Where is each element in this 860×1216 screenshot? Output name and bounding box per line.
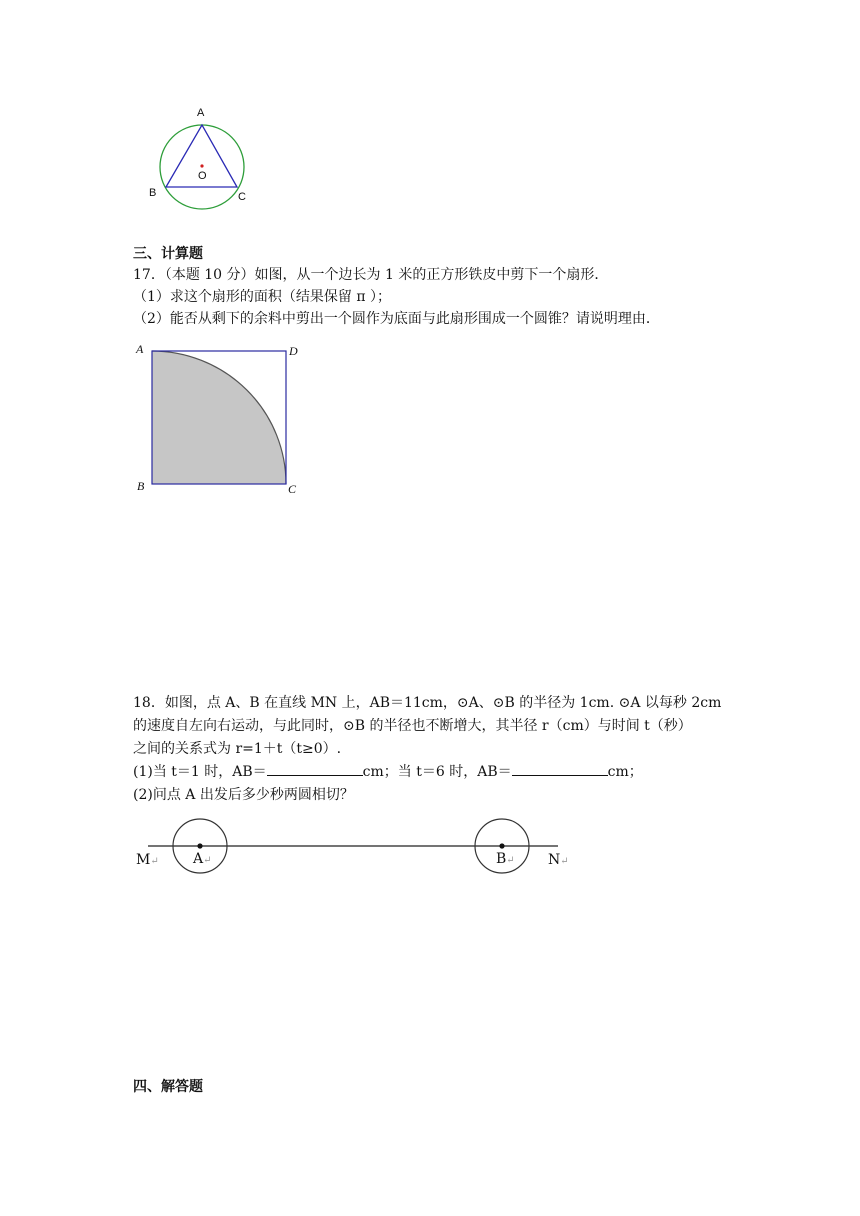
label-a: A xyxy=(136,342,144,356)
label-c: C xyxy=(238,191,246,203)
q18-line1: 18．如图，点 A、B 在直线 MN 上，AB＝11cm，⊙A、⊙B 的半径为 1cm. ⊙A 以每秒 2cm xyxy=(133,695,722,711)
label-m: M↵ xyxy=(136,852,159,868)
answer-blank-2[interactable] xyxy=(512,761,608,776)
q17-line2: （1）求这个扇形的面积（结果保留 π ）； xyxy=(133,289,392,305)
q18-line2: 的速度自左向右运动，与此同时，⊙B 的半径也不断增大，其半径 r（cm）与时间 t（秒） xyxy=(133,718,692,734)
answer-blank-1[interactable] xyxy=(267,761,363,776)
figure-square-sector xyxy=(134,340,314,500)
label-b: B xyxy=(137,479,145,493)
line-circles-svg xyxy=(130,812,580,878)
label-n: N↵ xyxy=(548,852,569,868)
center-point xyxy=(200,164,203,167)
sector-shape xyxy=(152,351,286,484)
q18-line4 xyxy=(133,761,643,783)
label-c: C xyxy=(288,482,297,496)
q17-line1: 17．（本题 10 分）如图，从一个边长为 1 米的正方形铁皮中剪下一个扇形． xyxy=(133,267,609,283)
q18-line3: 之间的关系式为 r=1＋t（t≥0）. xyxy=(133,741,342,757)
q18-part1-end: cm； xyxy=(607,764,643,780)
q17-line3: （2）能否从剩下的余料中剪出一个圆作为底面与此扇形围成一个圆锥？请说明理由． xyxy=(133,311,660,327)
point-a xyxy=(197,843,202,848)
section-title-3: 三、计算题 xyxy=(133,246,203,262)
q18-part1-mid: cm；当 t＝6 时，AB＝ xyxy=(362,764,512,780)
label-b: B↵ xyxy=(496,851,515,867)
figure-circle-triangle xyxy=(140,105,260,215)
section-title-4: 四、解答题 xyxy=(133,1079,203,1095)
figure-line-circles xyxy=(130,812,580,878)
q18-line5: (2)问点 A 出发后多少秒两圆相切？ xyxy=(133,787,354,803)
label-o: O xyxy=(198,170,207,182)
point-b xyxy=(499,843,504,848)
square-sector-svg xyxy=(134,340,314,500)
label-a: A↵ xyxy=(193,851,212,867)
q18-part1-text: (1)当 t＝1 时，AB＝ xyxy=(133,764,267,780)
label-d: D xyxy=(289,344,298,358)
label-a: A xyxy=(197,107,205,119)
label-b: B xyxy=(149,187,157,199)
